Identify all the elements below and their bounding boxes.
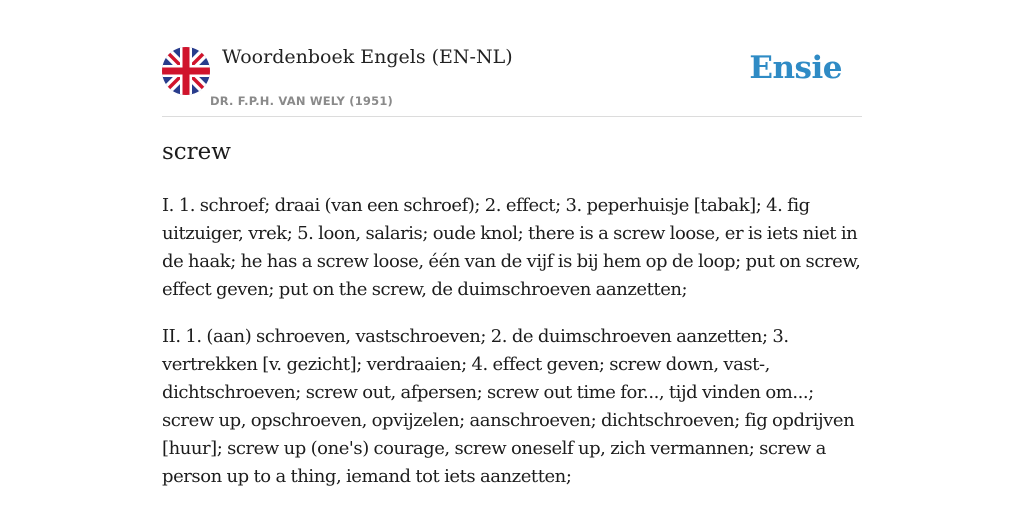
ensie-logo[interactable]: Ensie xyxy=(749,50,842,86)
dictionary-page xyxy=(162,0,862,512)
definition-verb: II. 1. (aan) schroeven, vastschroeven; 2. de duimschroeven aanzetten; 3. vertrekken [v. gezicht]; verdraaien; 4. effect geven; screw down, vast-, dichtschroeven; screw out, afpersen; screw out time for..., tijd vinden om...; screw up, opschroeven, opvijzelen; aanschroeven; dichtschroeven; fig opdrijven [huur]; screw up (one's) courage, screw oneself up, zich vermannen; screw a person up to a thing, iemand tot iets aanzetten; xyxy=(162,326,855,487)
dictionary-header xyxy=(162,0,862,117)
entry-headword: screw xyxy=(162,139,231,165)
definition-noun: I. 1. schroef; draai (van een schroef); 2. effect; 3. peperhuisje [tabak]; 4. fig uitzuiger, vrek; 5. loon, salaris; oude knol; there is a screw loose, er is iets niet in de haak; he has a screw loose, één van de vijf is bij hem op de loop; put on screw, effect geven; put on the screw, de duimschroeven aanzetten; xyxy=(162,195,861,300)
definition-list xyxy=(162,192,862,510)
uk-flag-icon xyxy=(162,47,210,95)
dictionary-title[interactable]: Woordenboek Engels (EN-NL) xyxy=(222,46,513,68)
dictionary-author: DR. F.P.H. VAN WELY (1951) xyxy=(210,94,393,108)
